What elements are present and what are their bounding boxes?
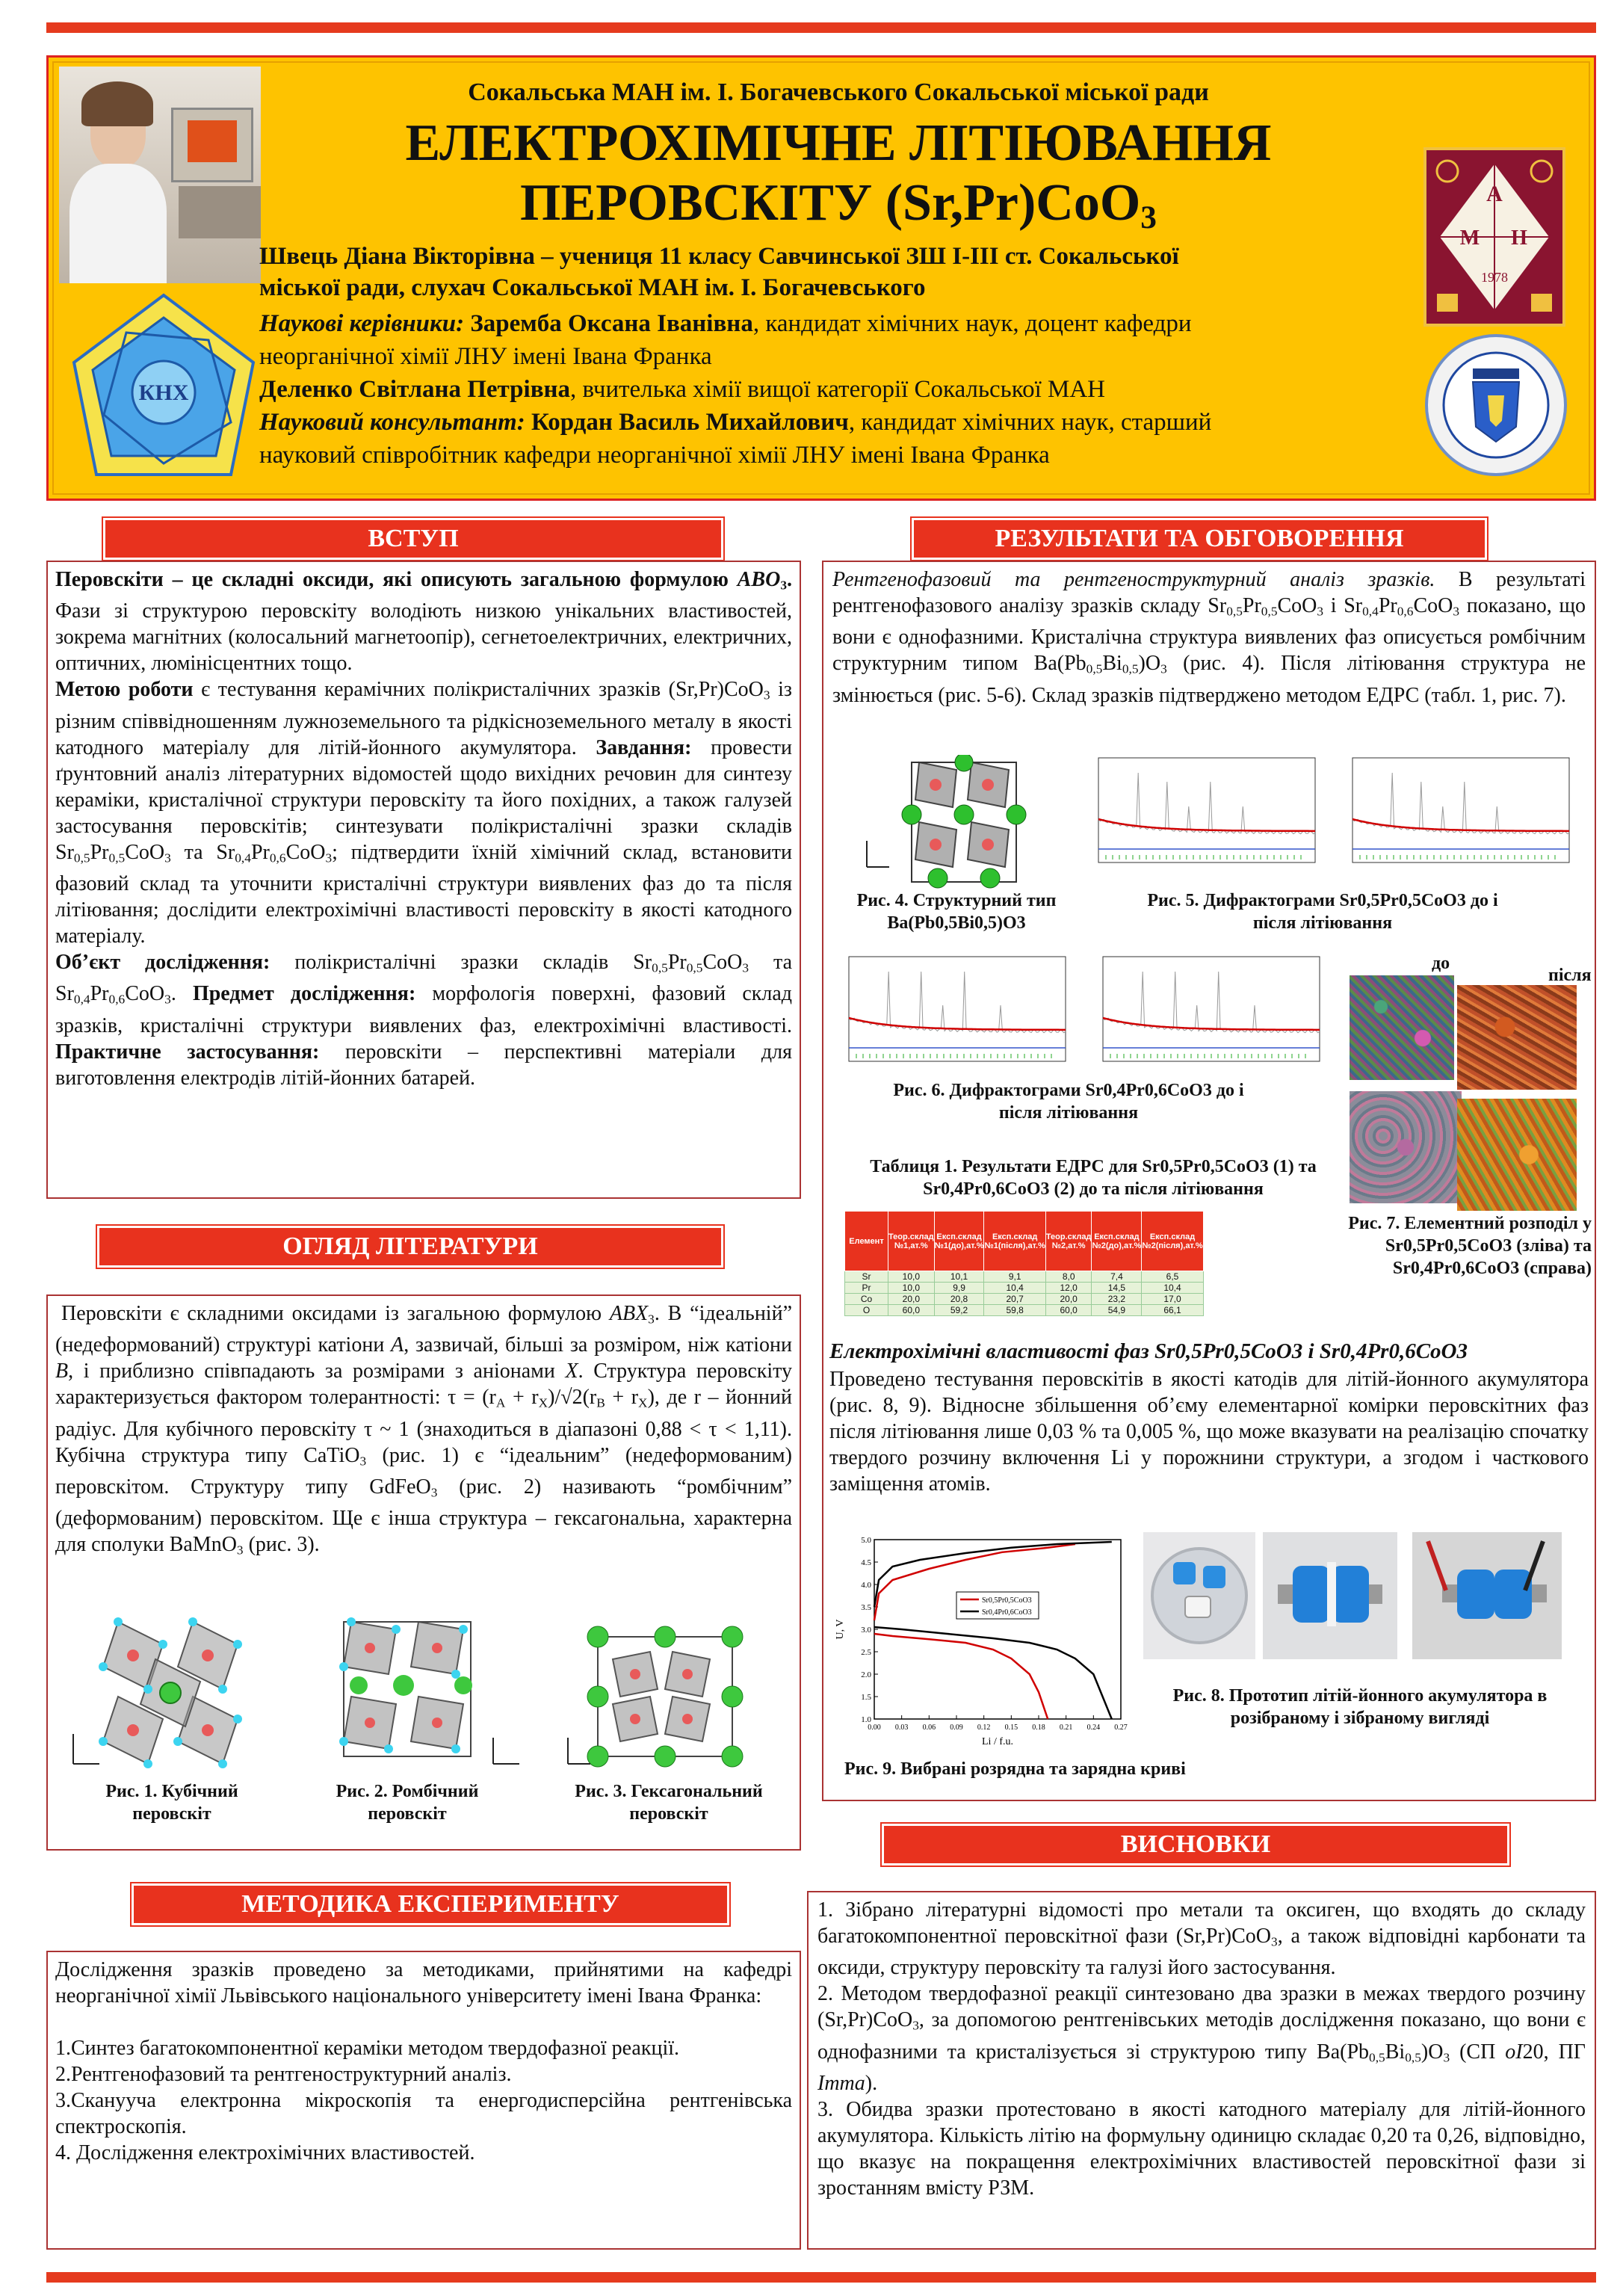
author-line1: Швець Діана Вікторівна – учениця 11 класу Савчинської ЗШ І-ІІІ ст. Сокальської [259, 243, 1179, 270]
battery-photo-connected [1412, 1532, 1562, 1659]
figure-xrd-sr05 [1076, 750, 1584, 885]
figure-hexagonal-perovskite [553, 1607, 792, 1779]
intro-properties: Фази зі структурою перовскіту володіють низкою унікальних властивостей, зокрема магнітних (колосальний магнетоопір), сегнетоелектричних, електричних, оптичних, люмінісцентних тощо. [55, 599, 792, 676]
chart-plot-area [874, 1540, 1121, 1719]
x-tick-label: 0.03 [894, 1723, 909, 1732]
xrd-plot-area [1098, 758, 1315, 862]
caption-fig1: Рис. 1. Кубічний перовскіт [105, 1782, 238, 1824]
section-method-header: МЕТОДИКА ЕКСПЕРИМЕНТУ [132, 1883, 729, 1925]
supervisor1 [259, 312, 1192, 336]
supervisor2 [259, 377, 1105, 402]
electrochem-text: Проведено тестування перовскітів в якості катодів для літій-йонного акумулятора (рис. 8, 9). Відносне збільшення об’єму елементарної комірки перовскітних фаз після літіювання лише 0,03 % та 0,005 %, що може вказувати на реалізацію спочатку твердого розчину включення Li у порожнини структури, а згодом і часткового заміщення атомів. [829, 1368, 1589, 1496]
table-header: Теор.склад №2,ат.% [1045, 1212, 1092, 1271]
literature-text: Перовскіти є складними оксидами із загальною формулою $ABX_3$. В “ідеальній” (недеформований) структурі катіони A, зазвичай, більші за розміром, ніж катіони B, і приблизно співпадають за розмірами з аніонами X. Структура перовскіту характеризується фактором толерантності: $\tau = (r_A + r_X)/√2(r_B + r_X)$, де r – йонний радіус. Для кубічного перовскіту τ ~ 1 (знаходиться в діапазоні 0,88 < τ < 1,11). Кубічна структура типу CaTiO$_3$ (рис. 1) є “ідеальним” (недеформованим) перовскітом. Структуру типу GdFeO$_3$ (рис. 2) називають “ромбічним” (деформованим) перовскітом. Ще є інша структура – гексагональна, характерна для сполуки BaMnO$_3$ (рис. 3). [55, 1302, 793, 1558]
man-logo-letter-m: М [1459, 226, 1480, 250]
table-caption: Таблиця 1. Результати ЕДРС для Sr0,5Pr0,5CoO3 (1) та Sr0,4Pr0,6CoO3 (2) до та після літіювання [870, 1157, 1317, 1199]
table-header: Експ.склад №2(після),ат.% [1142, 1212, 1203, 1271]
title-sub: 3 [1140, 199, 1157, 235]
results-xrd-paragraph: Рентгенофазовий та рентгеноструктурний аналіз зразків. В результаті рентгенофазового аналізу зразків складу $Sr_{0,5}Pr_{0,5}CoO_3$ і $Sr_{0,4}Pr_{0,6}CoO_3$ показано, що вони є однофазними. Кристалічна структура виявлених фаз описується ромбічним структурним типом $Ba(Pb_{0,5}Bi_{0,5})O_3$ (рис. 4). Після літіювання структура не змінюється (рис. 5-6). Склад зразків підтверджено методом ЕДРС (табл. 1, рис. 7). [832, 568, 1586, 707]
man-logo-letter-a: А [1486, 182, 1503, 206]
section-lit-header: ОГЛЯД ЛІТЕРАТУРИ [97, 1226, 723, 1268]
charge-discharge-chart [829, 1532, 1128, 1756]
edx-map-1-after [1457, 985, 1577, 1090]
table-header: Експ.склад №1(після),ат.% [984, 1212, 1045, 1271]
aim-label: Метою роботи [55, 678, 194, 702]
supervisors-label: Наукові керівники: [259, 310, 465, 337]
consultant-name: Кордан Василь Михайлович [525, 409, 849, 436]
xrd-plot-area [1352, 758, 1569, 862]
method-item-3: 3.Сканууча електронна мікроскопія та енергодисперсійна рентгенівська спектроскопія. [55, 2089, 792, 2138]
table-header: Елемент [845, 1212, 888, 1271]
subject-label: Предмет дослідження: [192, 982, 416, 1006]
y-tick-label: 2.5 [861, 1648, 871, 1657]
x-tick-label: 0.27 [1114, 1723, 1128, 1732]
edx-map-2-after [1457, 1099, 1577, 1211]
conclusions-box [807, 1891, 1596, 2250]
formula-abo-sub: 3 [780, 578, 787, 593]
supervisor2-title: , вчителька хімії вищої категорії Сокальської МАН [570, 376, 1106, 403]
caption-fig4: Рис. 4. Структурний тип Ba(Pb0,5Bi0,5)O3 [856, 891, 1057, 933]
author-line2: міської ради, слухач Сокальської МАН ім. І. Богачевського [259, 274, 926, 301]
battery-photo-disassembled [1143, 1532, 1255, 1659]
caption-fig2: Рис. 2. Ромбічний перовскіт [336, 1782, 479, 1824]
label-before: до [1432, 954, 1450, 973]
table-header: Експ.склад №1(до),ат.% [934, 1212, 984, 1271]
edx-table-wrap [844, 1211, 1204, 1316]
caption-fig6: Рис. 6. Дифрактограми Sr0,4Pr0,6CoO3 до і після літіювання [893, 1081, 1244, 1123]
figure-structure-type [844, 755, 1061, 889]
conclusion-3: 3. Обидва зразки протестовано в якості катодного матеріалу для літій-йонного акумулятора. Кількість літію на формульну одиницю складає 0,20 та 0,26, відповідно, що вказує на покращення електрохімічних властивостей перовскітної фази зі зростанням вмісту РЗМ. [817, 2097, 1586, 2200]
intro-paragraph-1 [55, 567, 792, 676]
aim-text: є тестування керамічних полікристалічних зразків (Sr,Pr)CoO [193, 678, 764, 702]
supervisor1-line2: неорганічної хімії ЛНУ імені Івана Франка [259, 343, 712, 370]
caption-fig8: Рис. 8. Прототип літій-йонного акумулятора в розібраному і зібраному вигляді [1172, 1686, 1548, 1728]
method-item-1: 1.Синтез багатокомпонентної кераміки методом твердофазної реакції. [55, 2037, 680, 2060]
intro-paragraph-3: Об’єкт дослідження: полікристалічні зразки складів $Sr_{0,5}Pr_{0,5}CoO_3$ та $Sr_{0,4}Pr_{0,6}CoO_3$. Предмет дослідження: морфологія поверхні, фазовий склад зразків, кристалічні структури виявлених фаз, електрохімічні властивості. Практичне застосування: перовскіти – перспективні матеріали для виготовлення електродів літій-йонних батарей. [55, 950, 793, 1090]
consultant-line2: науковий співробітник кафедри неорганічної хімії ЛНУ імені Івана Франка [259, 442, 1050, 469]
edx-map-1-before [1350, 975, 1454, 1080]
y-tick-label: 3.5 [861, 1603, 871, 1612]
poster-title-line1: ЕЛЕКТРОХІМІЧНЕ ЛІТІЮВАННЯ [405, 114, 1272, 172]
section-concl-header: ВИСНОВКИ [882, 1824, 1509, 1866]
bottom-red-bar [46, 2272, 1596, 2283]
section-results-header: РЕЗУЛЬТАТИ ТА ОБГОВОРЕННЯ [912, 518, 1487, 560]
org-name: Сокальська МАН ім. І. Богачевського Сокальської міської ради [468, 78, 1209, 106]
tasks-label: Завдання: [596, 735, 692, 759]
xrd-plot-area [1103, 957, 1320, 1061]
xrd-plot-area [849, 957, 1066, 1061]
consultant [259, 410, 1211, 435]
table-row: O 60,0 59,2 59,8 60,0 54,9 66,1 [845, 1305, 1204, 1316]
man-logo-letter-n: Н [1511, 226, 1527, 250]
knx-logo-text: КНХ [138, 380, 189, 405]
caption-fig3: Рис. 3. Гексагональний перовскіт [575, 1782, 763, 1824]
y-tick-label: 2.0 [861, 1670, 871, 1679]
poster-title-line2 [49, 174, 1598, 235]
y-tick-label: 4.0 [861, 1581, 871, 1590]
table-header: Теор.склад №1,ат.% [888, 1212, 935, 1271]
figure-cubic-perovskite [58, 1607, 282, 1779]
x-axis-label: Li / f.u. [982, 1736, 1013, 1747]
formula-abo: ABO [737, 568, 781, 591]
knx-logo [59, 288, 268, 490]
caption-fig7: Рис. 7. Елементний розподіл у Sr0,5Pr0,5CoO3 (зліва) та Sr0,4Pr0,6CoO3 (справа) [1348, 1214, 1592, 1278]
legend-entry: Sr0,5Pr0,5CoO3 [982, 1596, 1032, 1605]
man-logo [1423, 147, 1565, 327]
supervisor1-title: , кандидат хімічних наук, доцент кафедри [752, 310, 1192, 337]
edx-map-2-before [1350, 1091, 1462, 1203]
y-axis-label: U, V [835, 1619, 846, 1640]
application-label: Практичне застосування: [55, 1040, 320, 1064]
figure-orthorhombic-perovskite [314, 1607, 538, 1779]
method-box [46, 1951, 801, 2250]
legend-entry: Sr0,4Pr0,6CoO3 [982, 1608, 1032, 1617]
intro-paragraph-2: Метою роботи є тестування керамічних полікристалічних зразків (Sr,Pr)CoO$_3$ із різним співвідношенням лужноземельного та рідкісноземельного металу в якості катодного матеріалу для літій-йонного акумулятора. Завдання: провести ґрунтовний аналіз літературних відомостей щодо вихідних речовин для синтезу кераміки, кристалічної структури перовскіту та його похідних, а також галузей застосування перовскітів; синтезувати полікристалічні зразки складів $Sr_{0,5}Pr_{0,5}CoO_3$ та $Sr_{0,4}Pr_{0,6}CoO_3$; підтвердити їхній хімічний склад, встановити фазовий склад та уточнити кристалічні структури виявлених фаз до та після літіювання; дослідити електрохімічні властивості перовскіту в якості катодного матеріалу. [55, 678, 792, 948]
x-tick-label: 0.15 [1004, 1723, 1018, 1732]
table-row: Pr 10,0 9,9 10,4 12,0 14,5 10,4 [845, 1283, 1204, 1294]
caption-fig5: Рис. 5. Дифрактограми Sr0,5Pr0,5CoO3 до і після літіювання [1147, 891, 1498, 933]
x-tick-label: 0.21 [1059, 1723, 1073, 1732]
x-tick-label: 0.06 [922, 1723, 936, 1732]
x-tick-label: 0.24 [1086, 1723, 1101, 1732]
top-red-bar [46, 22, 1596, 33]
intro-box [46, 561, 801, 1199]
y-tick-label: 4.5 [861, 1558, 871, 1567]
supervisor1-name: Заремба Оксана Іванівна [464, 310, 753, 337]
caption-fig9: Рис. 9. Вибрані розрядна та зарядна криві [844, 1759, 1186, 1779]
supervisor2-name: Деленко Світлана Петрівна [259, 376, 571, 403]
method-item-4: 4. Дослідження електрохімічних властивостей. [55, 2141, 475, 2164]
y-tick-label: 3.0 [861, 1626, 871, 1635]
x-tick-label: 0.00 [868, 1723, 881, 1732]
intro-definition: Перовскіти – це складні оксиди, які описують загальною формулою [55, 568, 738, 591]
figure-xrd-sr04 [826, 949, 1335, 1084]
table-row: Co 20,0 20,8 20,7 20,0 23,2 17,0 [845, 1294, 1204, 1305]
edx-table [844, 1211, 1204, 1316]
y-tick-label: 1.0 [861, 1715, 871, 1724]
label-after: після [1548, 966, 1592, 985]
battery-photo-assembled [1263, 1532, 1397, 1659]
conclusion-1: 1. Зібрано літературні відомості про метали та оксиген, що входять до складу багатокомпонентної перовскітної фази (Sr,Pr)CoO$_3$, а також відповідні карбонати та оксиди, структуру перовскіту та галузі його застосування. [817, 1898, 1586, 1980]
section-intro-header: ВСТУП [103, 518, 723, 560]
method-intro: Дослідження зразків проведено за методиками, прийнятими на кафедрі неорганічної хімії Львівського національного університету імені Івана Франка: [55, 1958, 792, 2008]
university-logo [1425, 334, 1567, 476]
electrochem-heading: Електрохімічні властивості фаз Sr0,5Pr0,5CoO3 і Sr0,4Pr0,6CoO3 [829, 1339, 1468, 1363]
x-tick-label: 0.09 [950, 1723, 963, 1732]
object-label: Об’єкт дослідження: [55, 950, 270, 974]
consultant-label: Науковий консультант: [259, 409, 525, 436]
method-item-2: 2.Рентгенофазовий та рентгеноструктурний аналіз. [55, 2063, 512, 2086]
x-tick-label: 0.12 [977, 1723, 991, 1732]
consultant-title: , кандидат хімічних наук, старший [848, 409, 1212, 436]
conclusion-2: 2. Методом твердофазної реакції синтезовано два зразки в межах твердого розчину (Sr,Pr)CoO$_3$, за допомогою рентгенівських методів дослідження показано, що вони є однофазними та кристалізується зі структурою типу $Ba(Pb_{0,5}Bi_{0,5})O_3$ (СП oI20, ПГ Imma). [817, 1982, 1586, 2095]
table-header: Експ.склад №2(до),ат.% [1092, 1212, 1142, 1271]
intro-dot: . [787, 568, 792, 591]
y-tick-label: 5.0 [861, 1536, 871, 1545]
table-row: Sr 10,0 10,1 9,1 8,0 7,4 6,5 [845, 1271, 1204, 1283]
results-xrd-heading: Рентгенофазовий та рентгеноструктурний аналіз зразків. [832, 568, 1435, 591]
man-logo-year: 1978 [1481, 270, 1508, 285]
x-tick-label: 0.18 [1032, 1723, 1045, 1732]
title-formula: ПЕРОВСКІТУ (Sr,Pr)CoO [520, 174, 1141, 232]
poster-header [46, 55, 1596, 501]
y-tick-label: 1.5 [861, 1693, 871, 1702]
